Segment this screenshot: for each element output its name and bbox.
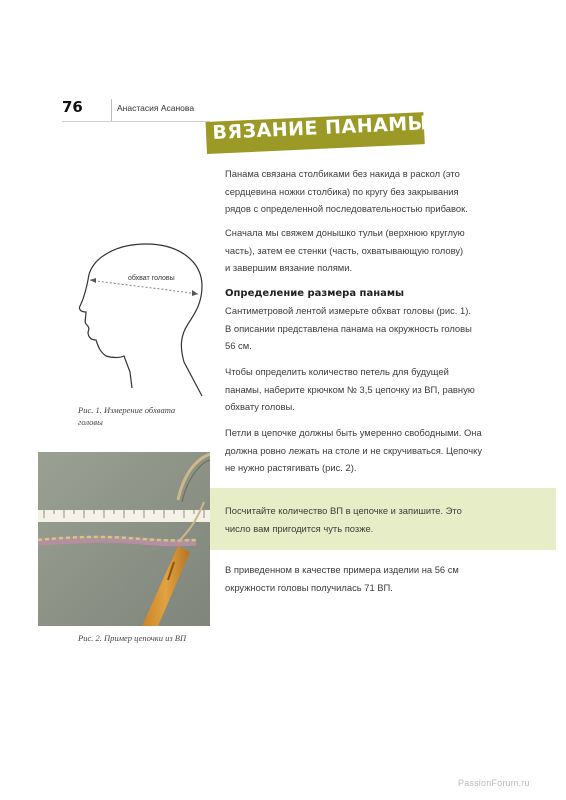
chain-photo xyxy=(38,452,210,626)
paragraph-loops xyxy=(225,424,515,477)
author-name: Анастасия Асанова xyxy=(117,103,195,113)
text-line: Петли в цепочке должны быть умеренно свободными. Она xyxy=(225,427,482,438)
header-rule xyxy=(62,121,210,122)
text-line: и завершим вязание полями. xyxy=(225,262,353,274)
measuring-line xyxy=(90,280,198,294)
text-line: 56 см. xyxy=(225,340,252,352)
figure2-caption: Рис. 2. Пример цепочки из ВП xyxy=(78,633,187,643)
head-measurement-figure xyxy=(76,240,216,400)
text-line: часть), затем ее стенки (часть, охватывающую голову) xyxy=(225,244,464,256)
text-line: Панама связана столбиками без накида в раскол (это xyxy=(225,168,460,179)
caption-line: Рис. 1. Измерение обхвата xyxy=(78,405,176,415)
paragraph-measure xyxy=(225,302,515,355)
text-line: Сначала мы свяжем донышко тульи (верхнюю круглую xyxy=(225,227,465,238)
paragraph-example xyxy=(225,561,515,596)
section-subheading: Определение размера панамы xyxy=(225,288,405,299)
site-watermark: PassionForum.ru xyxy=(458,778,530,788)
figure1-caption xyxy=(78,404,208,428)
text-line: сердцевина ножки столбика) по кругу без закрывания xyxy=(225,185,459,197)
paragraph-chain xyxy=(225,363,515,416)
text-line: не нужно растягивать (рис. 2). xyxy=(225,462,357,474)
text-line: В описании представлена панама на окружность головы xyxy=(225,322,472,334)
text-line: Чтобы определить количество петель для будущей xyxy=(225,366,449,377)
head-outline xyxy=(79,244,202,396)
text-line: Посчитайте количество ВП в цепочке и запишите. Это xyxy=(225,505,462,516)
text-line: Сантиметровой лентой измерьте обхват головы (рис. 1). xyxy=(225,305,471,316)
text-line: обхвату головы. xyxy=(225,401,295,413)
text-line: рядов с определенной последовательностью прибавок. xyxy=(225,203,468,215)
text-line: В приведенном в качестве примера изделии на 56 см xyxy=(225,564,459,575)
paragraph-highlight xyxy=(225,502,515,537)
paragraph-order xyxy=(225,224,515,277)
text-line: окружности головы получилась 71 ВП. xyxy=(225,581,393,593)
arrow-right-icon xyxy=(192,290,198,296)
caption-line: головы xyxy=(78,417,103,427)
text-line: должна ровно лежать на столе и не скручиваться. Цепочку xyxy=(225,444,483,456)
page-number: 76 xyxy=(62,98,83,116)
header-divider xyxy=(111,99,112,121)
text-line: число вам пригодится чуть позже. xyxy=(225,522,374,534)
paragraph-intro xyxy=(225,165,515,218)
text-line: панамы, наберите крючком № 3,5 цепочку из ВП, равную xyxy=(225,383,475,395)
figure1-label: обхват головы xyxy=(128,275,175,282)
page-title: ВЯЗАНИЕ ПАНАМЫ xyxy=(212,112,429,144)
